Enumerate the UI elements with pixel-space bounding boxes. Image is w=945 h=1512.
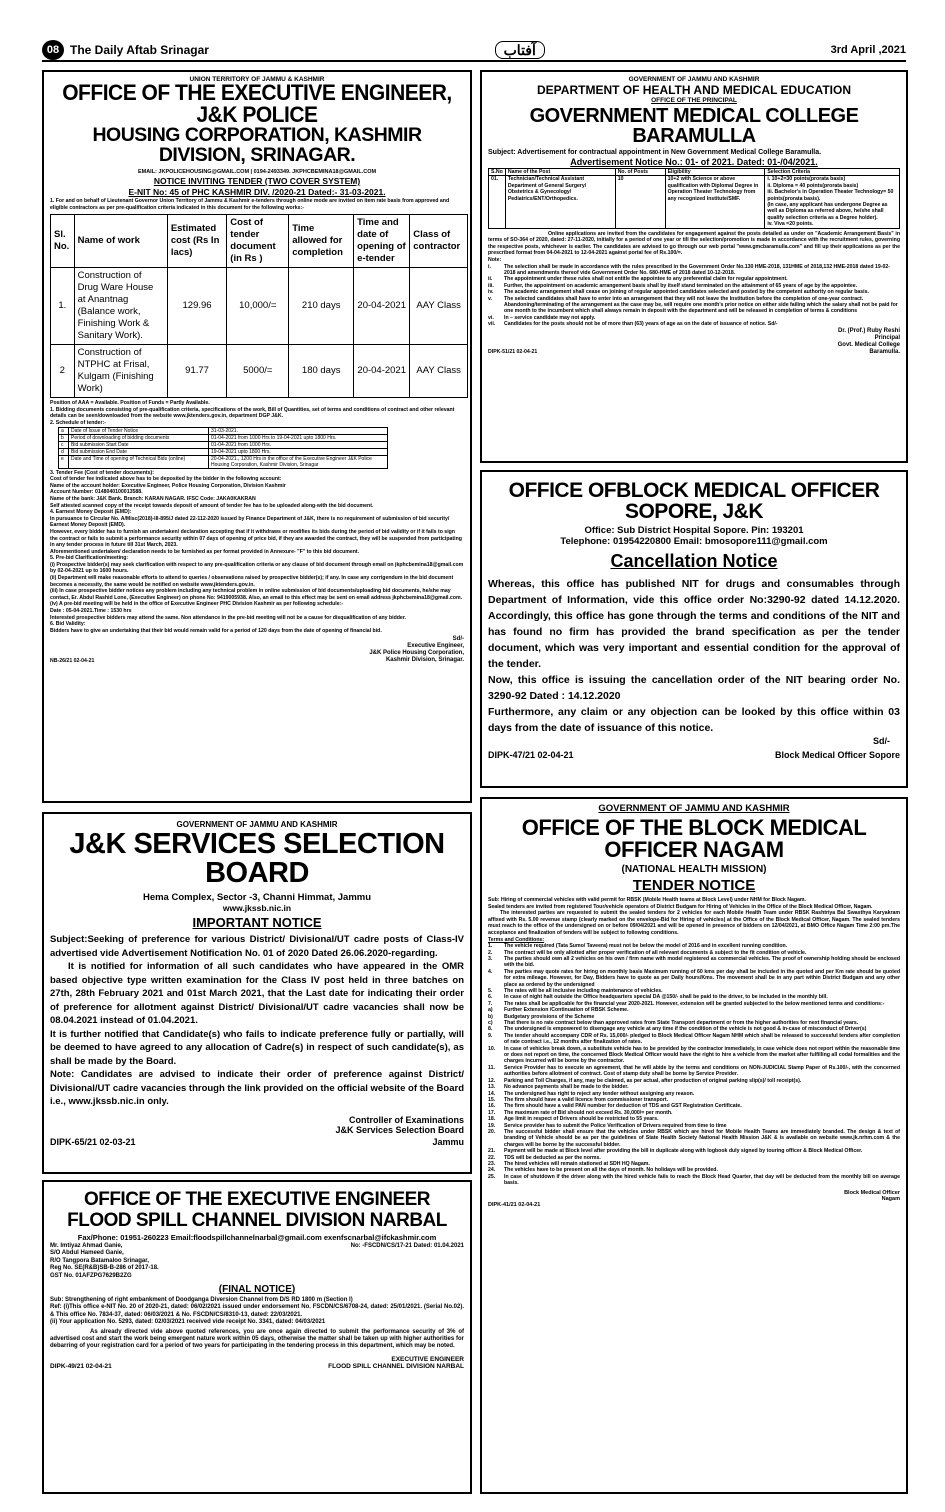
list-item-number: 19. bbox=[488, 1122, 496, 1129]
ad6-notice-heading: TENDER NOTICE bbox=[632, 877, 756, 894]
ad5-subject: Sub: Strengthening of right embankment of Doodganga Diversion Channel from D/S RD 1800 m (Section I) bbox=[50, 1297, 353, 1304]
signature-line: Dr. (Prof.) Ruby Reshi bbox=[837, 327, 900, 334]
list-item-number: 16. bbox=[488, 1103, 496, 1110]
ad4-ref: DIPK-65/21 02-03-21 bbox=[50, 1136, 136, 1147]
ad1-para4: 4. Earnest Money Deposit (EMD): In pursuance to Circular No. A/Misc(2018)-III-895/J dated 22-112-2020 issued by Finance Department of J&K, there is no requirement of submission of bid security/ Earnest Money Deposit (EMD). However, every bidder has to furnish an undertaken/ declaration accepting that if it withdraws or modifies its bids during the period of bid validity or if it fails to sign the contract or fails to submit a performance security within 07 days of opening of price bid, if they are awarded the contract, they will be suspended from participating in any tender process in future till 31st March, 2023. Aforementioned undertaken/ declaration needs to be furnished as per format provided in Annexure- "F" to this bid document. bbox=[50, 509, 462, 555]
table-header-cell: Class of contractor bbox=[410, 215, 468, 268]
list-item-text: Payment will be made at Block level after providing the bill in duplicate along with logbook duly signed by touring officer & Block Medical Officer. bbox=[504, 1148, 863, 1155]
list-item-number: 4. bbox=[488, 968, 493, 975]
table-row bbox=[51, 268, 468, 345]
list-item-text: The tender should accompany CDR of Rs. 15,000/- pledged to Block Medical Officer Nagam NHM which shall be released to successful tenders after completion of rate contract i.e., 12 months after finalization of rates. bbox=[504, 1032, 900, 1046]
list-item-text: TDS will be deducted as per the norms. bbox=[504, 1154, 601, 1161]
list-item-text: In case of shutdown if the driver along with the hired vehicle fails to reach the Block Head Quarter, that day will be deducted from the monthly bill on average basis. bbox=[504, 1173, 900, 1187]
table-cell: 2 bbox=[51, 345, 75, 398]
ad2-ref: DIPK-51/21 02-04-21 bbox=[488, 349, 538, 356]
list-item-text: No advance payments shall be made to the bidder. bbox=[504, 1084, 629, 1091]
ad1-enit: E-NIT No: 45 of PHC KASHMIR DIV. /2020-21 Dated:- 31-03-2021. bbox=[128, 187, 386, 197]
table-cell: AAY Class bbox=[410, 268, 468, 345]
ad3-office: Office: Sub District Hospital Sopore. Pin: 193201 bbox=[584, 525, 804, 536]
ad1-para2: 2. Schedule of tender:- bbox=[50, 419, 106, 426]
ad-police-housing bbox=[42, 70, 472, 803]
list-item-number: 10. bbox=[488, 1045, 496, 1052]
ad6-intro: The interested parties are requested to submit the sealed tenders for 2 vehicles for each Mobile Health Team under RBSK Rashtriya Bal Swasthya Karyakram affixed with Rs. 5.00 revenue stamp (clearly marked on the envelope-Bid for Hiring of vehicles) at the Office of the Block Medical Officer, Nagam. The sealed tenders must reach to the office of the undersigned on or before 09/04/2021 and will be opened in presence of bidders on 12/04/2021, at BMO Office Nagam Time 2:00 pm.The acceptance and finalization of tenders will be subject to following conditions. bbox=[488, 910, 900, 936]
list-item-number: 12. bbox=[488, 1077, 496, 1084]
ad4-address: Hema Complex, Sector -3, Channi Himmat, Jammu bbox=[142, 892, 372, 903]
table-cell: 180 days bbox=[289, 345, 354, 398]
list-item-number: iii. bbox=[488, 282, 494, 289]
table-header-cell: Name of the Post bbox=[505, 169, 615, 176]
list-item-text: The vehicle required (Tata Sumo/ Taveera) must not be below the model of 2016 and in excellent running condition. bbox=[504, 943, 788, 950]
ad4-para3: Note: Candidates are advised to indicate their order of preference against District/ Divisional/UT cadre vacancies through the link provided on the official website of the Board i.e., www.jkssb.nic.in only. bbox=[50, 1069, 464, 1107]
table-cell: 210 days bbox=[289, 268, 354, 345]
list-item bbox=[488, 1046, 900, 1065]
table-header-cell: Cost of tender document (in Rs ) bbox=[227, 215, 289, 268]
list-item-text: The vehicles have to be present on all the days of month. No holidays will be provided. bbox=[504, 1167, 718, 1174]
page-header bbox=[42, 40, 906, 62]
list-item-number: v. bbox=[488, 295, 492, 302]
ad4-para1: It is notified for information of all such candidates who have appeared in the OMR based objective type written examination for the Class IV post held in three batches on 27th, 28th February 2021 and 01st March 2021, that the Last date for indicating their order of preference for allotment against District/ Divisional/UT cadre vacancies shall now be 08.04.2021 instead of 01.04.2021. bbox=[50, 961, 464, 1026]
ad2-govt: GOVERNMENT OF JAMMU AND KASHMIR bbox=[628, 76, 760, 83]
issue-date: 3rd April ,2021 bbox=[830, 44, 906, 56]
list-item-number: c) bbox=[488, 1020, 493, 1027]
ad6-conditions-list bbox=[488, 943, 900, 1186]
list-item-text: The appointment under these rules shall not entitle the appointee to any preferential claim for regular appointment. bbox=[504, 276, 788, 283]
ad5-signature-title: EXECUTIVE ENGINEER bbox=[391, 1355, 464, 1363]
signature-line: Executive Engineer, bbox=[407, 643, 464, 650]
ad2-posts-table bbox=[488, 168, 900, 229]
list-item-number: 20. bbox=[488, 1128, 496, 1135]
ad4-website: www.jkssb.nic.in bbox=[222, 903, 292, 913]
table-header-cell: No. of Posts bbox=[615, 169, 665, 176]
ad5-notice-heading: (FINAL NOTICE) bbox=[218, 1284, 296, 1296]
table-row bbox=[59, 434, 388, 441]
list-item-number: a) bbox=[488, 1007, 493, 1014]
list-item-text: In case of night halt outside the Office headquarters special DA @150/- shall be paid to the driver, to be included in the monthly bill. bbox=[504, 994, 828, 1001]
ad6-ref: DIPK-41/21 02-04-21 bbox=[488, 1201, 541, 1208]
table-row bbox=[59, 455, 388, 468]
ad-jkssb bbox=[42, 812, 472, 1174]
list-item-text: The hired vehicles will remain stationed at SDH HQ Nagam. bbox=[504, 1160, 650, 1167]
list-item-text: Candidates for the posts should not be of more than (63) years of age as on the date of issuance of notice. Sd/- bbox=[504, 321, 778, 328]
list-item-text: The rates shall be applicable for the financial year 2020-2021. However, extension will be granted subjected to the below mentioned terms and conditions:- bbox=[504, 1000, 885, 1007]
list-item bbox=[488, 969, 900, 988]
list-item-number: 22. bbox=[488, 1154, 496, 1161]
list-item-number: 7. bbox=[488, 1000, 493, 1007]
page-number: 08 bbox=[42, 40, 64, 60]
ad4-title: J&K SERVICES SELECTION BOARD bbox=[69, 828, 445, 889]
list-item-number: i. bbox=[488, 263, 491, 270]
ad5-ref: DIPK-49/21 02-04-21 bbox=[50, 1362, 112, 1370]
list-item-text: The undersigned has right to reject any tender without assigning any reason. bbox=[504, 1090, 695, 1097]
list-item-text: Further, the appointment on academic arrangement basis shall by itself stand terminated on the attainment of 65 years of age by the appointee. bbox=[504, 282, 858, 289]
table-cell: i. 10+2=30 points(prorata basis) ii. Diploma = 40 points(prorata basis) iii. Bachelor's in Operation Theater Technology= 50 points(prorata basis). (In case, any applicant has undergone Degree as well as Diploma as referred above, he/she shall qualify selection criteria as a Degree holder). iv. Viva =20 points. bbox=[765, 176, 900, 228]
list-item-text: Budgetary provisions of the Scheme bbox=[504, 1013, 595, 1020]
ad2-subject: Subject: Advertisement for contractual appointment in New Government Medical College Baramulla. bbox=[488, 149, 822, 156]
list-item-text: Age limit in respect of Drivers should be restricted to 55 years. bbox=[504, 1116, 659, 1123]
list-item-text: That there is no rate contract below than approved rates from State Transport department or from the higher authorities for next financial years. bbox=[504, 1020, 859, 1027]
ad1-para3: 3. Tender Fee (Cost of tender documents): Cost of tender fee indicated above has to be deposited by the bidder in the following account: Name of the account holder: Executive Engineer, Police Housing Corporation, Division Kashmir Account Number: 0148040100013588. Name of the bank: J&K Bank. Branch: KARAN NAGAR. IFSC Code: JAKA0KAKRAN Self attested scanned copy of the receipt towards deposit of amount of tender fee has to be uploaded along-with the bid document. bbox=[50, 469, 374, 509]
table-header-cell: Name of work bbox=[74, 215, 167, 268]
ad3-signature: Block Medical Officer Sopore bbox=[774, 750, 900, 760]
ad4-signature-org: J&K Services Selection Board bbox=[335, 1124, 464, 1135]
list-item-number: 25. bbox=[488, 1173, 496, 1180]
signature-line: J&K Police Housing Corporation, bbox=[369, 650, 464, 657]
list-item-number: 11. bbox=[488, 1064, 495, 1071]
ad6-govt: GOVERNMENT OF JAMMU AND KASHMIR bbox=[598, 803, 790, 814]
ad2-office: OFFICE OF THE PRINCIPAL bbox=[651, 97, 737, 104]
table-header-cell: S.No bbox=[489, 169, 506, 176]
ad2-advt-no: Advertisement Notice No.: 01- of 2021. Dated: 01-/04/2021. bbox=[570, 157, 818, 167]
list-item bbox=[488, 1065, 900, 1078]
list-item-text: In – service candidate may not apply. bbox=[504, 314, 596, 321]
list-item-text: The selection shall be made in accordance with the rules prescribed in the Government Order No.130 HME-2018, 131HME of 2018,132 HME-2018 dated 19-02-2018 and amendments thereof vide Government Order No. 680-HME of 2018 dated 10-12-2018. bbox=[504, 263, 891, 277]
ad4-para2: It is further notified that Candidate(s) who fails to indicate preference fully or partially, will be deemed to have agreed to any allocation of Cadre(s) in respect of such candidate(s), as shall be made by the Board. bbox=[50, 1028, 464, 1067]
table-cell: 10,000/= bbox=[227, 268, 289, 345]
table-cell: Period of downloading of bidding documents bbox=[69, 434, 209, 441]
table-row bbox=[59, 427, 388, 434]
ad1-schedule-table bbox=[58, 427, 388, 469]
list-item-number: 2. bbox=[488, 949, 493, 956]
ad3-title: OFFICE OFBLOCK MEDICAL OFFICER SOPORE, J&K bbox=[508, 479, 880, 523]
table-row bbox=[51, 345, 468, 398]
list-item-text: The academic arrangement shall cease on joining of regular appointed candidates selected and posted by the competent authority on regular basis. bbox=[504, 289, 869, 296]
ad2-body: Online applications are invited from the candidates for engagement against the posts detailed as under on "Academic Arrangement Basis" in terms of SO-364 of 2020, dated: 27-11-2020, initially for a period of one year or till the selection/promotion is made in accordance with the recruitment rules, governing the respective posts, whichever is earlier. The candidates are advised to go through our web portal "www.gmcbaramulla.com" and fill up their applications as per the prescribed format from 04-04-2021 to 12-04-2021 against portal fee of Rs.100/=. bbox=[488, 230, 900, 257]
table-cell: a bbox=[59, 427, 69, 434]
list-item bbox=[488, 1129, 900, 1148]
list-item-number: 13. bbox=[488, 1084, 496, 1091]
ad1-para1: 1. Bidding documents consisting of pre-qualification criteria, specifications of the work, Bill of Quantities, set of terms and conditions of contract and other relevant details can be seen/downloaded from the website www.jktenders.gov.in, department DGP J&K. bbox=[50, 406, 455, 420]
ad1-notice-heading: NOTICE INVITING TENDER (TWO COVER SYSTEM) bbox=[153, 176, 361, 186]
table-cell: 129.96 bbox=[167, 268, 226, 345]
table-cell: 10 bbox=[615, 176, 665, 228]
list-item-number: 23. bbox=[488, 1160, 496, 1167]
table-cell: 91.77 bbox=[167, 345, 226, 398]
ad6-signature-title: Block Medical Officer bbox=[844, 1189, 900, 1196]
signature-line: Sd/- bbox=[452, 636, 464, 643]
table-cell: b bbox=[59, 434, 69, 441]
list-item-text: The rates will be all inclusive including maintenance of vehicles. bbox=[504, 988, 663, 994]
signature-line: Baramulla. bbox=[869, 348, 900, 355]
ad4-signature-title: Controller of Examinations bbox=[348, 1114, 464, 1125]
ad5-letter-no: No: -FSCDN/CS/17-21 Dated: 01.04.2021 bbox=[350, 1243, 464, 1249]
addressee-line: Reg No. SE(R&B)SB-B-286 of 2017-18. bbox=[50, 1265, 159, 1272]
table-cell: AAY Class bbox=[410, 345, 468, 398]
ad5-ref1: Ref: (i)This office e-NIT No. 20 of 2020-21, dated: 06/02/2021 issued under endorsement No. FSCDN/CS/6708-24, dated: 25/01/2021. (Serial No.02). & This office No. 7834-37, dated: 06/03/2021 & No. FSCDN/CS/8310-13, dated: 22/03/2021. bbox=[50, 1304, 464, 1318]
ad6-sealed: Sealed tenders are invited from registered Tour/vehicle operators of District Budgam for Hiring of Vehicles in the Office of the Block Medical Officer, Nagam. bbox=[488, 903, 873, 910]
ad2-signature bbox=[838, 328, 900, 356]
table-header-row bbox=[489, 169, 900, 176]
list-item bbox=[488, 1033, 900, 1046]
ad1-title-line2: HOUSING CORPORATION, KASHMIR DIVISION, SRINAGAR. bbox=[92, 124, 422, 166]
table-header-cell: Selection Criteria bbox=[765, 169, 900, 176]
ad1-ref: NB-26/21 02-04-21 bbox=[50, 657, 95, 664]
ad3-para1: Whereas, this office has published NIT for drugs and consumables through Department of Information, vide this office order No:3290-92 dated 14.12.2020. Accordingly, this office has gone through the terms and conditions of the NIT and has found no firm has provided the brand specification as per the tender document, which was very important and essential condition for the approval of the tender. bbox=[488, 578, 900, 670]
list-item-text: The maximum rate of Bid should not exceed Rs. 30,000/= per month. bbox=[504, 1109, 673, 1116]
table-cell: d bbox=[59, 448, 69, 455]
list-item-text: The undersigned is empowered to disengage any vehicle at any time if the condition of the vehicle is not good & in-case of misconduct of Driver(s) bbox=[504, 1026, 867, 1033]
list-item-text: The successful bidder shall ensure that the vehicles under RBSK which are hired for Mobile Health Teams are immediately branded. The design & text of branding of Vehicle should be as per the guidelines of State Health Society National Health Mission J&K & is available on website www.jk.nrhm.com & the charges will be borne by the successful bidder. bbox=[504, 1128, 900, 1148]
table-cell: 20-04-2021., 1200 Hrs in the office of the Executive Engineer J&K Police Housing Corporation, Kashmir Division, Srinagar bbox=[209, 455, 388, 468]
table-cell: Construction of NTPHC at Frisal, Kulgam (Finishing Work) bbox=[74, 345, 167, 398]
addressee-line: R/O Tangpora Batamaloo Srinagar, bbox=[50, 1257, 149, 1264]
ad4-place: Jammu bbox=[432, 1136, 464, 1147]
newspaper-logo: آفتاب bbox=[495, 41, 545, 59]
table-cell: 1. bbox=[51, 268, 75, 345]
list-item-text: Further Extension /Continuation of RBSK Scheme. bbox=[504, 1007, 629, 1014]
ad-gmc-baramulla bbox=[480, 70, 908, 463]
table-header-cell: Time and date of opening of e-tender bbox=[354, 215, 410, 268]
ad4-notice-heading: IMPORTANT NOTICE bbox=[192, 915, 322, 930]
table-cell: c bbox=[59, 441, 69, 448]
list-item-number: vii. bbox=[488, 321, 496, 328]
ad3-telephone: Telephone: 01954220800 Email: bmosopore111@gmail.com bbox=[560, 536, 828, 547]
ad3-para2: Now, this office is issuing the cancellation order of the NIT bearing order No. 3290-92 Dated : 14.12.2020 bbox=[488, 674, 900, 702]
signature-line: Principal bbox=[874, 334, 900, 341]
ad5-addressee bbox=[50, 1243, 159, 1280]
ad5-fax-email: Fax/Phone: 01951-260223 Email:floodspillchannelnarbal@gmail.com exenfscnarbal@ifckashmir.com bbox=[77, 1233, 437, 1242]
table-cell: e bbox=[59, 455, 69, 468]
table-cell: Bid submission End Date bbox=[69, 448, 209, 455]
table-cell: Technician/Technical Assistant Department of General Surgery/ Obstetrics & Gynecology/ Pediatrics/ENT/Orthopedics. bbox=[505, 176, 615, 228]
ad5-title-line2: FLOOD SPILL CHANNEL DIVISION NARBAL bbox=[67, 1210, 447, 1231]
list-item-number: 3. bbox=[488, 955, 493, 962]
ad1-signature bbox=[369, 636, 464, 664]
ad-bmo-sopore bbox=[480, 470, 908, 788]
list-item-number: 21. bbox=[488, 1148, 496, 1155]
list-item bbox=[488, 956, 900, 969]
ad6-subject: Sub: Hiring of commercial vehicles with valid permit for RBSK (Mobile Health teams at Block Level) under NHM for Block Nagam. bbox=[488, 897, 806, 903]
table-cell: 01. bbox=[489, 176, 506, 228]
table-cell: 31-03-2021. bbox=[209, 427, 388, 434]
ad1-works-table bbox=[50, 214, 468, 398]
page-header-left bbox=[42, 40, 209, 60]
ad-bmo-nagam bbox=[480, 797, 908, 1494]
table-cell: 01-04-2021 from 1000 Hrs to 19-04-2021 upto 1800 Hrs. bbox=[209, 434, 388, 441]
ad3-sd: Sd/- bbox=[873, 736, 890, 746]
addressee-line: GST No. 01AFZPG7629B2ZG bbox=[50, 1272, 132, 1279]
table-cell: 01-04-2021 from 1000 Hrs. bbox=[209, 441, 388, 448]
table-header-cell: Sl. No. bbox=[51, 215, 75, 268]
ad1-ut: UNION TERRITORY OF JAMMU & KASHMIR bbox=[189, 76, 325, 83]
table-row bbox=[489, 176, 900, 228]
table-cell: 20-04-2021 bbox=[354, 345, 410, 398]
ad1-position: Position of AAA = Available. Position of Funds = Partly Available. bbox=[50, 400, 210, 407]
table-cell: 10+2 with Science or above qualification with Diploma/ Degree in Operation Theater Technology from any recognized Institute/SMF. bbox=[665, 176, 765, 228]
ad2-note-label: Note: bbox=[488, 257, 502, 264]
table-cell: Date of Issue of Tender Notice bbox=[69, 427, 209, 434]
table-cell: Bid submission Start Date bbox=[69, 441, 209, 448]
table-cell: 5000/= bbox=[227, 345, 289, 398]
list-item-number: 24. bbox=[488, 1167, 496, 1174]
ad1-para5: 5. Pre-bid Clarification/meeting: (i) Prospective bidder(s) may seek clarification with respect to any pre-qualification criteria or any clause of bid document through email on jkphcbemina18@gmail.com by 02-04-2021 up to 1600 hours. (ii) Department will make reasonable efforts to attend to queries / observations raised by prospective bidder(s); if any. In case any corrigendum in the bid document becomes a necessity, the same would be notified on website www.jktenders.gov.in. (iii) In case prospective bidder notices any problem including any technical problem in online submission of bid documents/uploading bid documents, he/she may contact, Er. Abdul Rashid Lone, (Executive Engineer) on phone No: 9419005938. Also, an email to this effect may be sent on email address jkphcbemina18@gmail.com. (iv) A pre-bid meeting will be held in the office of Executive Engineer PHC Division Kashmir as per following schedule:- Date : 05-04-2021.Time : 1530 hrs Interested prospective bidders may attend the same. Non attendance in the pre-bid meeting will not be a cause for disqualification of any bidder. 6. Bid Validity: Bidders have to give an undertaking that their bid would remain valid for a period of 120 days from the date of opening of financial bid. bbox=[50, 555, 464, 634]
table-row bbox=[59, 441, 388, 448]
list-item-number: 17. bbox=[488, 1109, 496, 1116]
ad6-terms-label: Terms and Conditions: bbox=[488, 936, 545, 943]
ad1-intro: 1. For and on behalf of Lieutenant Governor Union Territory of Jammu & Kashmir e-tenders through online mode are invited on item rate basis from approved and eligible contractors as per pre-qualification criteria indicated in this document for the following works:- bbox=[50, 198, 450, 211]
list-item-number: ii. bbox=[488, 276, 493, 283]
list-item bbox=[488, 264, 900, 277]
ad-flood-spill bbox=[42, 1180, 472, 1494]
list-item-text: The selected candidates shall have to enter into an arrangement that they will not leave the Institution before the completion of one-year contract. Abandoning/terminating of the arrangement as the case may be, will require one month's prior notice on either side failing which the salary shall not be paid for one month to the incumbent which shall always remain in deposit with the department and will be released in completion of terms & conditions bbox=[504, 295, 898, 315]
ad3-ref: DIPK-47/21 02-04-21 bbox=[488, 750, 574, 760]
ad6-signature-place: Nagam bbox=[881, 1195, 900, 1202]
list-item-number: 5. bbox=[488, 988, 493, 994]
addressee-line: S/O Abdul Hameed Ganie, bbox=[50, 1250, 124, 1257]
list-item-number: 9. bbox=[488, 1032, 493, 1039]
list-item-text: In case of vehicles break down, a substitute vehicle has to be provided by the contractor immediately, in case vehicle does not report within the reasonable time or does not report on time, the concerned Block Medical Officer would have the right to hire a vehicle from the market after fulfilling all codal formalities and the charges incurred will be borne by the contractor. bbox=[504, 1045, 900, 1065]
ad2-notes-list bbox=[488, 264, 900, 328]
table-header-cell: Time allowed for completion bbox=[289, 215, 354, 268]
table-cell: 20-04-2021 bbox=[354, 268, 410, 345]
ad4-govt: GOVERNMENT OF JAMMU AND KASHMIR bbox=[176, 820, 338, 829]
list-item-number: 1. bbox=[488, 943, 493, 950]
ad6-title: OFFICE OF THE BLOCK MEDICAL OFFICER NAGAM bbox=[521, 815, 867, 862]
ad5-signature-org: FLOOD SPILL CHANNEL DIVISION NARBAL bbox=[328, 1362, 464, 1370]
addressee-line: Mr. Imtiyaz Ahmad Ganie, bbox=[50, 1243, 123, 1249]
list-item-text: The parties may quote rates for hiring on monthly basis Maximum running of 60 kms per day shall be included in the quoted and per Km rate should be quoted for extra mileage. However, for Day, Bidders have to quote as per Daily hours/Kms. The movement shall be in any part within District Budgam and any other place as ordered by the undersigned bbox=[504, 968, 900, 988]
table-cell: 19-04-2021 upto 1800 Hrs. bbox=[209, 448, 388, 455]
ad3-notice-heading: Cancellation Notice bbox=[610, 551, 778, 571]
ad4-subject: Subject:Seeking of preference for various District/ Divisional/UT cadre posts of Class-IV advertised vide Advertisement Notification No. 01 of 2020 Dated 26.06.2020-regarding. bbox=[50, 934, 464, 959]
list-item-text: The contract will be only allotted after proper verification of all relevant documents & subject to the fit condition of vehicle. bbox=[504, 949, 807, 956]
list-item-number: 6. bbox=[488, 994, 493, 1001]
ad2-dept: DEPARTMENT OF HEALTH AND MEDICAL EDUCATION bbox=[537, 83, 851, 97]
list-item-number: b) bbox=[488, 1013, 493, 1020]
signature-line: Kashmir Division, Srinagar. bbox=[385, 657, 464, 664]
ad6-nhm: (NATIONAL HEALTH MISSION) bbox=[621, 864, 767, 875]
list-item bbox=[488, 1174, 900, 1187]
list-item bbox=[488, 296, 900, 315]
list-item-text: The parties should own all 2 vehicles on his own / firm name with model registered as commercial vehicles. The proof of ownership holding should be enclosed with the bid. bbox=[504, 955, 900, 969]
table-cell: Construction of Drug Ware House at Anantnag (Balance work, Finishing Work & Sanitary Work). bbox=[74, 268, 167, 345]
table-header-cell: Eligibility bbox=[665, 169, 765, 176]
ad1-title-line1: OFFICE OF THE EXECUTIVE ENGINEER, J&K POLICE bbox=[62, 80, 452, 128]
ad2-title: GOVERNMENT MEDICAL COLLEGE BARAMULLA bbox=[529, 105, 859, 147]
list-item-number: 14. bbox=[488, 1090, 496, 1097]
signature-line: Govt. Medical College bbox=[837, 341, 900, 348]
list-item-text: The firm should have a valid PAN number for deduction of TDS and GST Registration Certificate. bbox=[504, 1103, 742, 1110]
list-item-number: 18. bbox=[488, 1116, 496, 1123]
ad5-ref2: (ii) Your application No. 5293, dated: 02/03/2021 received vide receipt No. 3341, dated: 04/03/2021 bbox=[50, 1319, 326, 1326]
list-item-text: The firm should have a valid licence from commissioner transport. bbox=[504, 1096, 669, 1103]
list-item-number: iv. bbox=[488, 289, 494, 296]
table-row bbox=[59, 448, 388, 455]
table-header-cell: Estimated cost (Rs In lacs) bbox=[167, 215, 226, 268]
table-header-row bbox=[51, 215, 468, 268]
list-item-text: Parking and Toll Charges, if any, may be claimed, as per actual, after production of original parking slip(s)/ toll receipt(s). bbox=[504, 1077, 802, 1084]
ad3-para3: Furthermore, any claim or any objection can be looked by this office within 03 days from the date of issuance of this notice. bbox=[488, 706, 900, 734]
ad5-body: As already directed vide above quoted references, you are once again directed to submit the performance security of 3% of advertised cost and start the work being emergent nature work within 05 days, otherwise the matter shall be taken up with higher authorities for debarring of your registration card for a period of two years for participating in the tendering process in this department, which may be noted. bbox=[50, 1328, 464, 1350]
list-item-number: vi. bbox=[488, 314, 494, 321]
newspaper-name: The Daily Aftab Srinagar bbox=[70, 43, 209, 57]
list-item-number: 15. bbox=[488, 1096, 496, 1103]
ad1-email: EMAIL: JKPOLICEHOUSING@GMAIL.COM | 0194-2493349. JKPHCBEMINA18@GMAIL.COM bbox=[137, 169, 377, 175]
ad5-title-line1: OFFICE OF THE EXECUTIVE ENGINEER bbox=[83, 1189, 431, 1210]
list-item-text: Service Provider has to execute an agreement, that he will abide by the terms and conditions on NON-JUDICIAL Stamp Paper of Rs.100/-, with the concerned authorities before allotment of contract. Cost of stamp duty shall be borne by Service Provider. bbox=[504, 1064, 900, 1078]
list-item-number: 8. bbox=[488, 1026, 493, 1033]
table-cell: Date and Time of opening of Technical Bids (online) bbox=[69, 455, 209, 468]
list-item-text: Service provider has to submit the Police Verification of Drivers required from time to time bbox=[504, 1122, 727, 1129]
